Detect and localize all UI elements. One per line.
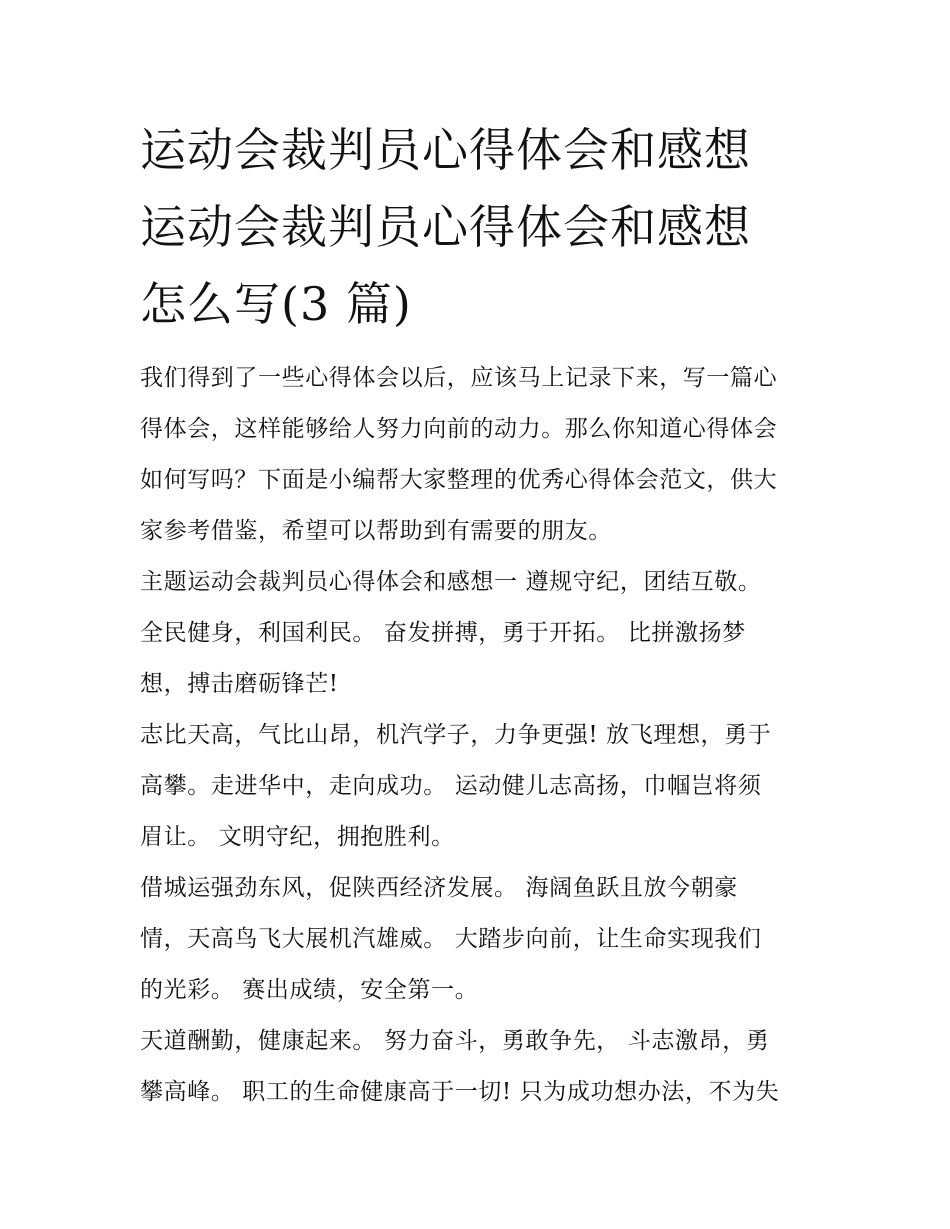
text-line: 想，搏击磨砺锋芒! bbox=[140, 671, 339, 697]
text-line: 的光彩。 赛出成绩，安全第一。 bbox=[140, 977, 479, 1003]
text-line: 全民健身，利国利民。 奋发拼搏，勇于开拓。 比拼激扬梦 bbox=[140, 620, 746, 646]
text-line: 借城运强劲东风，促陕西经济发展。 海阔鱼跃且放今朝豪 bbox=[140, 875, 738, 901]
title-line: 运动会裁判员心得体会和感想 bbox=[140, 123, 751, 177]
text-line: 得体会，这样能够给人努力向前的动力。那么你知道心得体会 bbox=[140, 416, 778, 442]
text-line: 高攀。走进华中，走向成功。 运动健儿志高扬，巾帼岂将须 bbox=[140, 773, 762, 799]
paragraph-slogans-2 bbox=[140, 710, 820, 863]
text-line: 眉让。 文明守纪，拥抱胜利。 bbox=[140, 824, 455, 850]
text-line: 志比天高，气比山昂，机汽学子，力争更强! 放飞理想，勇于 bbox=[140, 722, 772, 748]
text-line: 家参考借鉴，希望可以帮助到有需要的朋友。 bbox=[140, 518, 612, 544]
text-line: 攀高峰。 职工的生命健康高于一切! 只为成功想办法，不为失 bbox=[140, 1079, 780, 1105]
document-body bbox=[140, 353, 820, 1118]
text-line: 天道酬勤，健康起来。 努力奋斗，勇敢争先， 斗志激昂，勇 bbox=[140, 1028, 770, 1054]
text-line: 我们得到了一些心得体会以后，应该马上记录下来，写一篇心 bbox=[140, 365, 778, 391]
title-line: 运动会裁判员心得体会和感想 bbox=[140, 200, 751, 254]
paragraph-slogans-3 bbox=[140, 863, 820, 1016]
text-line: 如何写吗？下面是小编帮大家整理的优秀心得体会范文，供大 bbox=[140, 467, 778, 493]
document-page bbox=[140, 112, 820, 1118]
paragraph-slogans-1 bbox=[140, 557, 820, 710]
title-line: 怎么写(3 篇) bbox=[140, 277, 412, 331]
document-title bbox=[140, 112, 820, 343]
text-line: 情，天高鸟飞大展机汽雄威。 大踏步向前，让生命实现我们 bbox=[140, 926, 762, 952]
paragraph-slogans-4 bbox=[140, 1016, 820, 1118]
paragraph-intro bbox=[140, 353, 820, 557]
text-line: 主题运动会裁判员心得体会和感想一 遵规守纪，团结互敬。 bbox=[140, 569, 762, 595]
